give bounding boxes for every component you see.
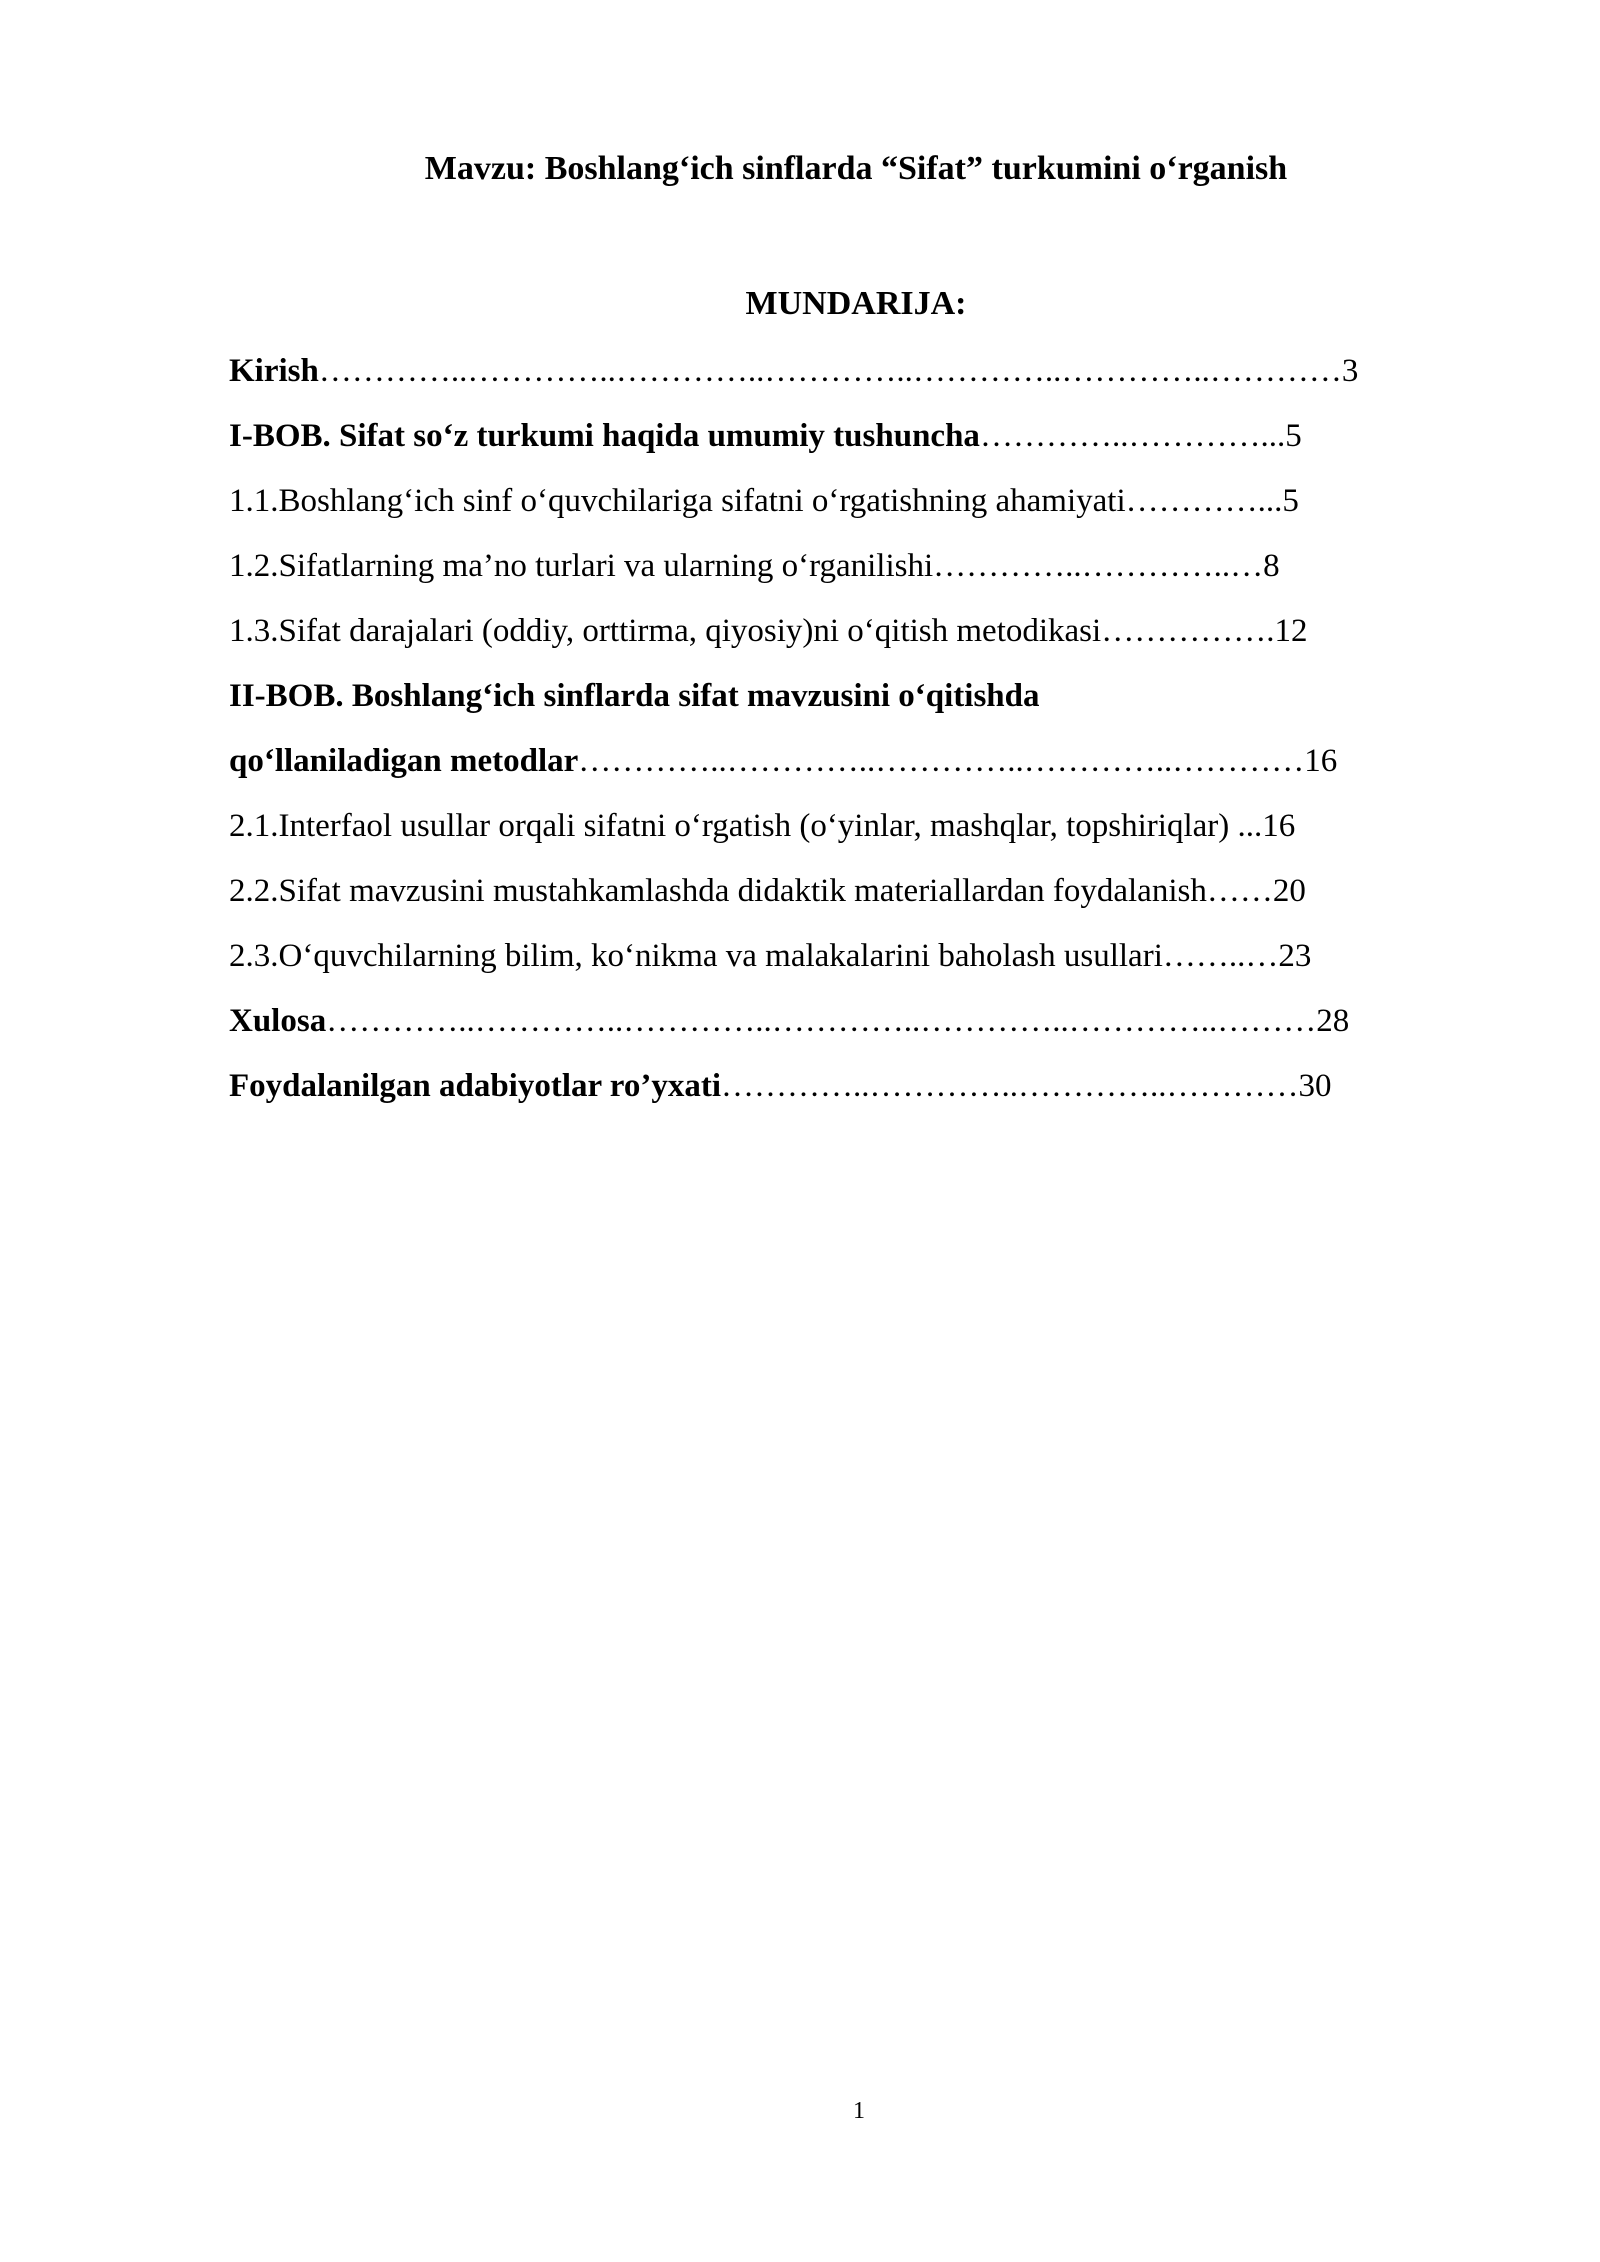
toc-entry-page: 23 bbox=[1278, 938, 1312, 974]
toc-entry bbox=[229, 413, 1469, 478]
toc-entry bbox=[229, 998, 1469, 1063]
toc-entry-title: 2.2.Sifat mavzusini mustahkamlashda didaktik materiallardan foydalanish bbox=[229, 873, 1207, 909]
toc-entry-title: Xulosa bbox=[229, 1003, 327, 1039]
toc-entry-title: Kirish bbox=[229, 353, 319, 389]
toc-entry-leader: …………..…………... bbox=[979, 418, 1286, 454]
toc-entry-page: 5 bbox=[1285, 418, 1302, 454]
toc-entry bbox=[229, 933, 1469, 998]
toc-entry bbox=[229, 1063, 1469, 1128]
toc-entry bbox=[229, 803, 1469, 868]
toc-entry-leader: ……..… bbox=[1162, 938, 1279, 974]
toc-entry bbox=[229, 868, 1469, 933]
toc-entry-title: 2.3.O‘quvchilarning bilim, ko‘nikma va malakalarini baholash usullari bbox=[229, 938, 1163, 974]
toc-entry-page: 16 bbox=[1262, 808, 1296, 844]
toc-entry-title: I-BOB. Sifat so‘z turkumi haqida umumiy tushuncha bbox=[229, 418, 980, 454]
toc-heading: MUNDARIJA: bbox=[745, 285, 967, 322]
toc-entry-leader: …………..…………..…………..…………..………… bbox=[578, 743, 1305, 779]
toc-entry-page: 16 bbox=[1304, 743, 1338, 779]
toc-entry-title: 1.1.Boshlang‘ich sinf o‘quvchilariga sifatni o‘rgatishning ahamiyati bbox=[229, 483, 1126, 519]
toc-entry-leader: …………..…………..…………..………… bbox=[721, 1068, 1299, 1104]
toc-entry-page: 3 bbox=[1341, 353, 1359, 389]
toc-entry bbox=[229, 608, 1469, 673]
toc-entry-page: 5 bbox=[1282, 483, 1299, 519]
toc-entry-title: II-BOB. Boshlang‘ich sinflarda sifat mavzusini o‘qitishda bbox=[229, 678, 1040, 714]
toc-entry-page: 28 bbox=[1316, 1003, 1350, 1039]
toc-entry-page: 30 bbox=[1298, 1068, 1332, 1104]
toc-entry-page: 20 bbox=[1272, 873, 1306, 909]
toc-entry-leader: ……………. bbox=[1101, 613, 1275, 649]
toc-entry bbox=[229, 478, 1469, 543]
page-number: 1 bbox=[853, 2098, 865, 2124]
toc-entry-leader: …… bbox=[1206, 873, 1273, 909]
toc-entry bbox=[229, 543, 1469, 608]
toc-entry bbox=[229, 673, 1469, 738]
toc-entry bbox=[229, 738, 1469, 803]
toc-entry-title: 2.1.Interfaol usullar orqali sifatni o‘rgatish (o‘yinlar, mashqlar, topshiriqlar) ... bbox=[229, 808, 1263, 844]
toc-entry-leader: …………... bbox=[1125, 483, 1283, 519]
toc-entry-title: 1.2.Sifatlarning ma’no turlari va ularning o‘rganilishi bbox=[229, 548, 934, 584]
toc-entry-leader: …………..…………..…………..…………..…………..…………..………… bbox=[318, 353, 1342, 389]
toc-entry-title: Foydalanilgan adabiyotlar ro’yxati bbox=[229, 1068, 722, 1104]
toc-entry-title: qo‘llaniladigan metodlar bbox=[229, 743, 579, 779]
table-of-contents bbox=[229, 348, 1469, 1128]
toc-entry-page: 8 bbox=[1263, 548, 1280, 584]
toc-entry-title: 1.3.Sifat darajalari (oddiy, orttirma, qiyosiy)ni o‘qitish metodikasi bbox=[229, 613, 1102, 649]
toc-entry-leader: …………..…………..… bbox=[933, 548, 1264, 584]
document-subject: Mavzu: Boshlang‘ich sinflarda “Sifat” turkumini o‘rganish bbox=[424, 150, 1288, 187]
toc-entry-leader: …………..…………..…………..…………..…………..…………..……… bbox=[326, 1003, 1317, 1039]
toc-entry-page: 12 bbox=[1274, 613, 1308, 649]
toc-entry bbox=[229, 348, 1469, 413]
